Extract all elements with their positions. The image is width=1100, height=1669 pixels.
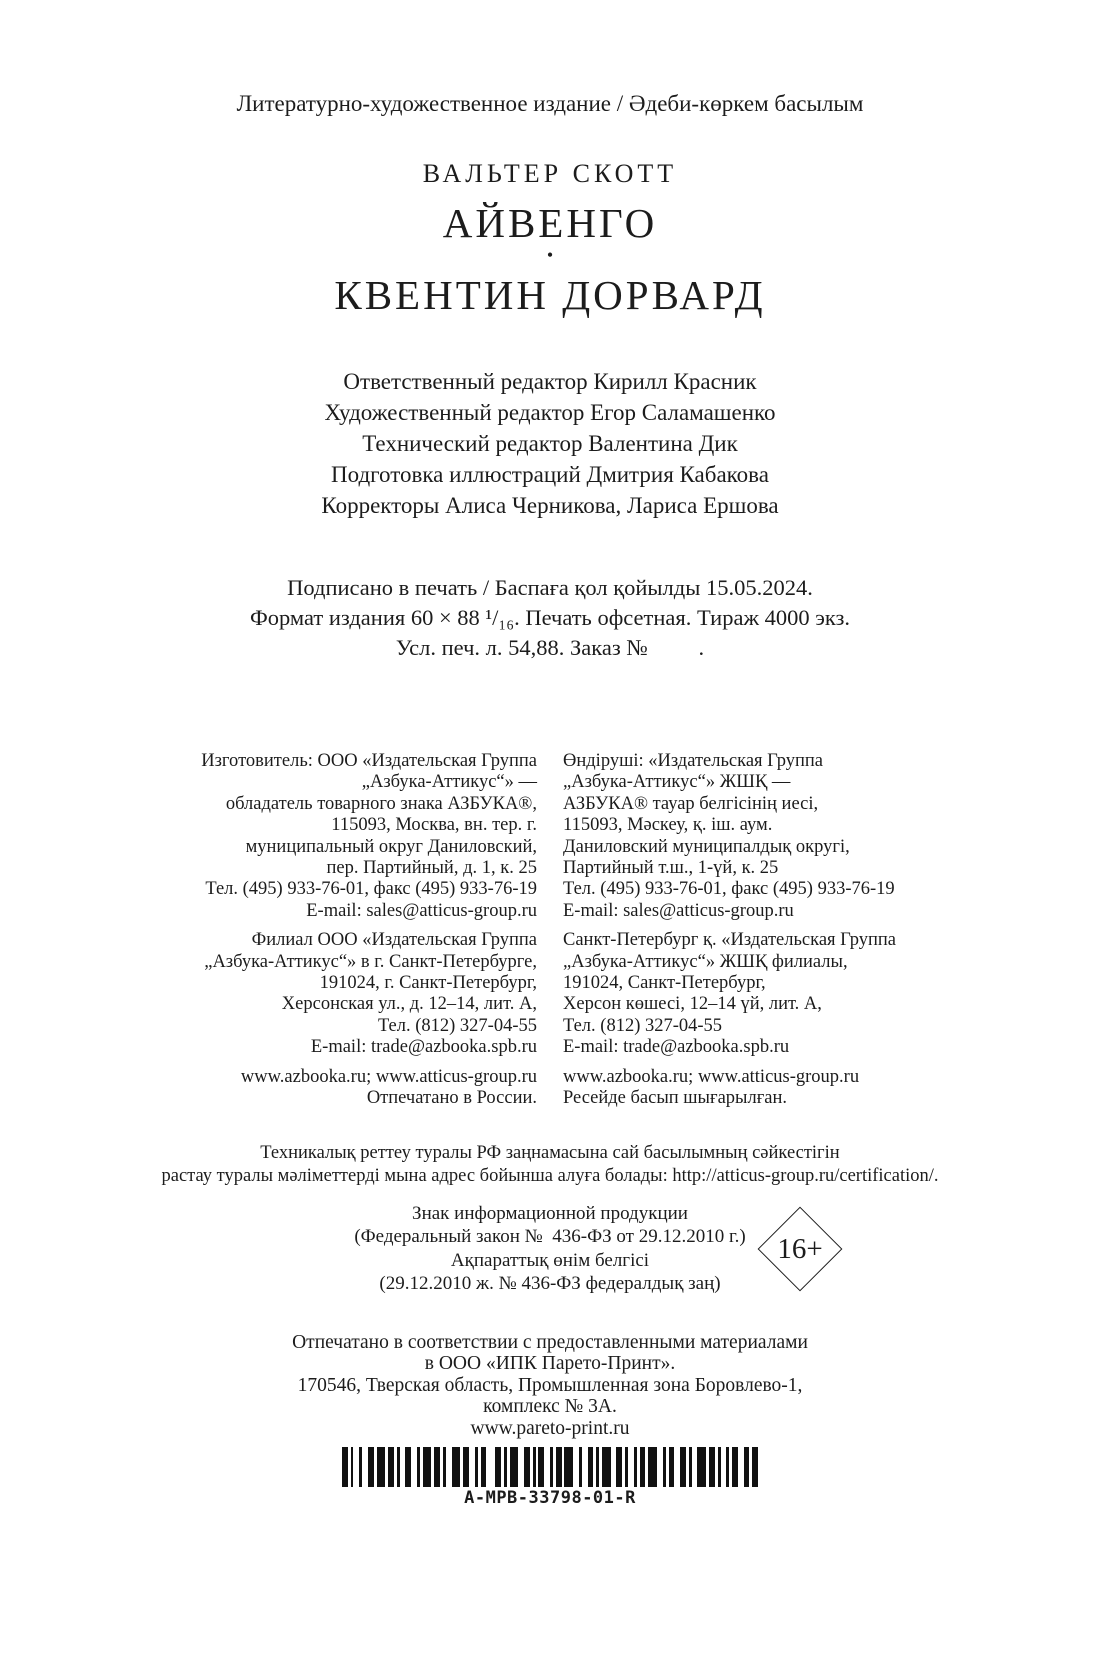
- text-line: Усл. печ. л. 54,88. Заказ № .: [395, 635, 705, 660]
- certification-note: [0, 1142, 1100, 1188]
- text-line: Ресейде басып шығарылған.: [563, 1088, 788, 1109]
- publisher-columns: [0, 751, 1100, 1118]
- text-line: Ақпараттық өнім белгісі: [450, 1249, 650, 1271]
- text-line: Художественный редактор Егор Саламашенко: [324, 400, 776, 425]
- book-author: ВАЛЬТЕР СКОТТ: [422, 159, 678, 188]
- text-line: обладатель товарного знака АЗБУКА®,: [225, 793, 537, 814]
- branch-info-ru: [159, 930, 537, 1058]
- edition-line: Литературно-художественное издание / Әдеби-көркем басылым: [236, 91, 864, 116]
- text-line: E-mail: sales@atticus-group.ru: [563, 900, 794, 921]
- text-line: Отпечатано в России.: [366, 1088, 537, 1109]
- printing-house-block: [0, 1332, 1100, 1440]
- text-line: www.pareto-print.ru: [470, 1417, 630, 1439]
- web-info-ru: [159, 1067, 537, 1110]
- print-info-block: [0, 573, 1100, 663]
- text-line: „Азбука-Аттикус“» ЖШҚ филиалы,: [563, 951, 848, 972]
- text-line: Изготовитель: ООО «Издательская Группа: [201, 751, 537, 771]
- text-line: АЗБУКА® тауар белгісінің иесі,: [563, 793, 819, 814]
- text-line: „Азбука-Аттикус“» ЖШҚ —: [563, 772, 791, 793]
- text-line: 115093, Москва, вн. тер. г.: [331, 815, 537, 836]
- age-mark-text: [0, 1202, 1100, 1296]
- text-line: (29.12.2010 ж. № 436-ФЗ федералдық заң): [379, 1273, 721, 1294]
- text-line: www.azbooka.ru; www.atticus-group.ru: [240, 1066, 537, 1087]
- text-line: Херсон көшесі, 12–14 үй, лит. А,: [563, 994, 822, 1015]
- book-title-1: АЙВЕНГО: [442, 200, 658, 246]
- text-line: 191024, г. Санкт-Петербург,: [319, 973, 537, 994]
- text-line: Партийный т.ш., 1-үй, к. 25: [563, 858, 779, 879]
- text-line: Өндіруші: «Издательская Группа: [563, 751, 823, 771]
- barcode: [0, 1447, 1100, 1508]
- text-line: www.azbooka.ru; www.atticus-group.ru: [563, 1066, 860, 1087]
- barcode-caption: A-MPB-33798-01-R: [464, 1488, 636, 1508]
- text-line: Техникалық реттеу туралы РФ заңнамасына сай басылымның сәйкестігін: [260, 1142, 840, 1163]
- text-line: E-mail: trade@azbooka.spb.ru: [310, 1037, 537, 1058]
- text-line: Ответственный редактор Кирилл Красник: [343, 369, 757, 394]
- text-line: Тел. (495) 933-76-01, факс (495) 933-76-19: [563, 879, 895, 900]
- credits-block: [0, 366, 1100, 521]
- text-line: Формат издания 60 × 88 ¹/₁₆. Печать офсетная. Тираж 4000 экз.: [249, 605, 851, 630]
- branch-info-kz: [563, 930, 941, 1058]
- publisher-column-kazakh: [563, 751, 941, 1118]
- manufacturer-info-kz: [563, 751, 941, 922]
- text-line: 115093, Мәскеу, қ. іш. аум.: [563, 815, 773, 836]
- text-line: Санкт-Петербург қ. «Издательская Группа: [563, 930, 896, 951]
- text-line: муниципальный округ Даниловский,: [245, 836, 537, 857]
- text-line: Технический редактор Валентина Дик: [362, 431, 738, 456]
- text-line: 191024, Санкт-Петербург,: [563, 973, 766, 994]
- text-line: Тел. (812) 327-04-55: [563, 1015, 723, 1036]
- text-line: Отпечатано в соответствии с предоставленными материалами: [292, 1331, 808, 1353]
- text-line: в ООО «ИПК Парето-Принт».: [424, 1353, 676, 1374]
- text-line: Подготовка иллюстраций Дмитрия Кабакова: [331, 462, 769, 487]
- text-line: комплекс № 3А.: [483, 1396, 617, 1417]
- text-line: Подписано в печать / Баспаға қол қойылды 15.05.2024.: [287, 575, 813, 600]
- text-line: (Федеральный закон № 436-ФЗ от 29.12.2010 г.): [354, 1226, 746, 1247]
- text-line: Тел. (495) 933-76-01, факс (495) 933-76-19: [205, 879, 537, 900]
- web-info-kz: [563, 1067, 941, 1110]
- text-line: Знак информационной продукции: [412, 1202, 688, 1224]
- text-line: Тел. (812) 327-04-55: [377, 1015, 537, 1036]
- text-line: Корректоры Алиса Черникова, Лариса Ершова: [321, 493, 779, 518]
- text-line: E-mail: trade@azbooka.spb.ru: [563, 1037, 790, 1058]
- title-separator-dot: •: [546, 245, 554, 265]
- text-line: Херсонская ул., д. 12–14, лит. А,: [281, 994, 537, 1015]
- book-title-2: КВЕНТИН ДОРВАРД: [334, 272, 766, 318]
- text-line: Даниловский муниципалдық округі,: [563, 836, 850, 857]
- text-line: Филиал ООО «Издательская Группа: [251, 930, 537, 951]
- text-line: E-mail: sales@atticus-group.ru: [306, 900, 537, 921]
- text-line: 170546, Тверская область, Промышленная зона Боровлево-1,: [297, 1374, 803, 1396]
- age-rating-value: 16+: [777, 1232, 823, 1264]
- barcode-bars: [342, 1447, 758, 1487]
- text-line: „Азбука-Аттикус“» —: [361, 772, 537, 793]
- manufacturer-info-ru: [159, 751, 537, 922]
- text-line: пер. Партийный, д. 1, к. 25: [326, 858, 537, 879]
- publisher-column-russian: [159, 751, 537, 1118]
- text-line: „Азбука-Аттикус“» в г. Санкт-Петербурге,: [204, 951, 537, 972]
- age-mark-row: [0, 1202, 1100, 1296]
- text-line: растау туралы мәліметтерді мына адрес бойынша алуға болады: http://atticus-group.ru/certification/.: [161, 1165, 939, 1186]
